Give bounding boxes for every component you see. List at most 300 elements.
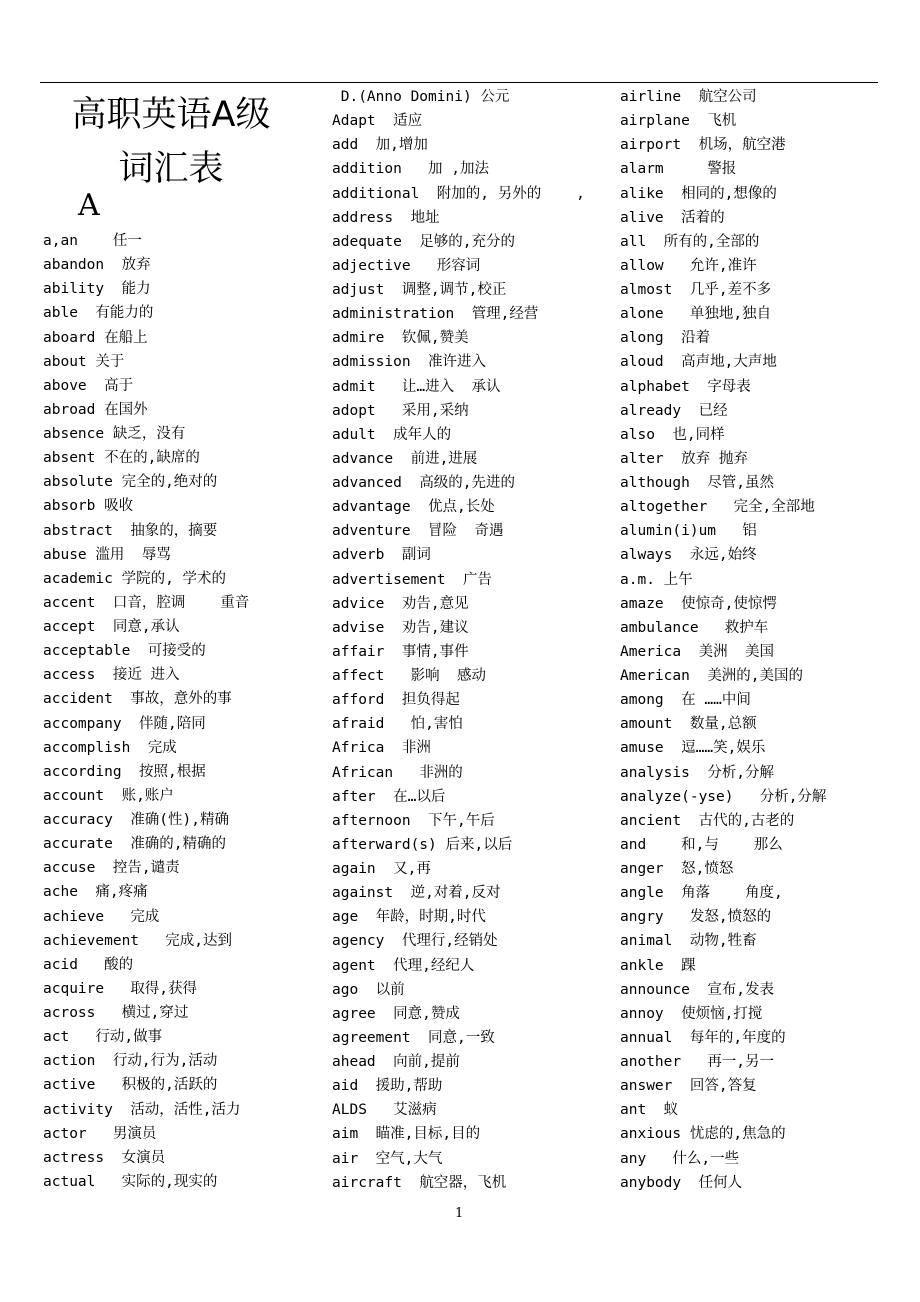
vocab-gap (78, 305, 95, 321)
vocab-definition: 分析,分解 (759, 788, 827, 805)
vocab-gap (95, 1053, 112, 1069)
vocab-gap (437, 837, 446, 853)
vocab-word: ability (43, 281, 105, 298)
vocab-word: account (43, 787, 105, 804)
vocab-entry (332, 495, 585, 519)
vocab-definition: 伴随,陪同 (139, 715, 206, 732)
vocab-definition: 回答,答复 (689, 1078, 757, 1095)
vocab-gap (95, 450, 104, 466)
vocab-entry (332, 568, 585, 592)
vocab-definition: 允许,准许 (689, 257, 757, 274)
vocab-definition: 活着的 (681, 209, 725, 226)
vocab-word: additional (332, 185, 420, 202)
vocab-entry (332, 519, 585, 543)
vocab-entry (620, 375, 826, 399)
vocab-word: ant (620, 1102, 647, 1119)
vocab-gap (672, 1078, 689, 1094)
vocab-word: adverb (332, 547, 385, 564)
vocab-gap (104, 788, 121, 804)
vocab-definition: 美洲的,美国的 (707, 668, 804, 684)
vocab-entry (620, 954, 826, 978)
vocab-definition: 高级的,先进的 (419, 475, 516, 491)
vocab-word: alone (620, 306, 664, 323)
vocab-definition: 地址 (410, 209, 440, 226)
vocab-word: alter (620, 450, 664, 467)
vocab-word: analysis (620, 764, 690, 781)
vocab-definition: 加 ,加法 (428, 161, 490, 178)
vocab-entry (620, 543, 826, 567)
vocab-definition: 取得,获得 (130, 980, 198, 997)
vocab-entry (43, 301, 249, 325)
vocab-gap (113, 474, 122, 490)
vocab-entry (620, 1002, 826, 1026)
vocab-definition: 成年人的 (393, 426, 452, 443)
vocab-word: achieve (43, 908, 105, 925)
vocab-definition: 在…以后 (393, 788, 446, 805)
vocab-word: achievement (43, 932, 140, 949)
vocab-word: amaze (620, 595, 664, 612)
vocab-entry (620, 761, 826, 785)
vocab-entry (332, 785, 585, 809)
vocab-entry (620, 881, 826, 905)
vocab-word: airline (620, 89, 682, 105)
vocab-definition: 事情,事件 (401, 643, 469, 660)
vocab-word: ancient (620, 812, 682, 829)
vocab-definition: 事故，意外的事 (130, 691, 232, 708)
vocab-word: abuse (43, 546, 87, 563)
vocab-definition: 在 ……中间 (681, 692, 751, 709)
vocab-gap (130, 740, 147, 756)
vocab-gap (95, 1077, 121, 1093)
vocab-gap (690, 765, 707, 781)
vocab-gap (734, 789, 760, 805)
vocab-word: alike (620, 185, 664, 202)
vocab-entry (620, 230, 826, 254)
vocab-word: act (43, 1029, 70, 1046)
vocab-entry (620, 1074, 826, 1098)
vocab-definition: 高于 (104, 377, 134, 394)
vocab-definition: 优点,长处 (428, 499, 495, 516)
vocab-entry (43, 1025, 249, 1049)
vocab-word: agree (332, 1005, 376, 1022)
vocab-gap (376, 1054, 393, 1070)
vocab-word: accuracy (43, 812, 113, 828)
vocab-word: acquire (43, 980, 105, 997)
vocab-definition: 永远,始终 (689, 547, 757, 564)
title-line-1: 高职英语A级 (71, 95, 271, 135)
vocab-gap (384, 620, 401, 636)
vocab-definition: 影响 感动 (410, 668, 487, 684)
vocab-word: advise (332, 619, 385, 636)
vocab-gap (681, 137, 698, 153)
vocab-gap (95, 402, 104, 418)
vocab-word: American (620, 668, 690, 684)
vocab-word: after (332, 788, 376, 805)
vocab-gap (402, 161, 428, 177)
vocab-word: according (43, 763, 122, 780)
vocab-gap (122, 716, 139, 732)
vocab-gap (664, 330, 681, 346)
vocab-definition: 完成,达到 (165, 932, 232, 949)
vocab-definition: 关于 (95, 353, 125, 370)
vocab-word: accurate (43, 836, 113, 853)
vocab-entry (332, 640, 585, 664)
vocab-definition: 沿着 (681, 330, 711, 347)
vocab-entry (620, 857, 826, 881)
vocab-definition: 任一 (112, 233, 142, 249)
vocab-entry (43, 398, 249, 422)
vocab-gap (376, 113, 393, 129)
vocab-gap (402, 234, 419, 250)
vocab-gap (655, 427, 672, 443)
vocab-entry (620, 519, 826, 543)
vocab-gap (104, 909, 130, 925)
vocab-word: address (332, 209, 394, 226)
vocab-gap (411, 523, 428, 539)
vocab-entry (620, 1171, 826, 1195)
vocab-word: annual (620, 1029, 673, 1046)
vocab-gap (672, 1030, 689, 1046)
vocab-entry (43, 1073, 249, 1097)
vocab-definition: 非洲 (401, 740, 431, 757)
vocab-entry (332, 399, 585, 423)
vocab-gap (393, 451, 410, 467)
vocab-definition: 账,账户 (121, 787, 174, 804)
vocab-word: accent (43, 594, 96, 611)
vocab-entry (332, 133, 585, 157)
vocab-gap (681, 644, 698, 660)
vocab-gap (690, 668, 707, 684)
vocab-definition: 完全的,绝对的 (121, 474, 218, 491)
vocab-definition: 几乎,差不多 (689, 282, 772, 298)
vocab-definition: 怕,害怕 (410, 716, 463, 733)
vocab-gap (664, 161, 708, 177)
vocab-definition: 前进,进展 (410, 450, 478, 467)
vocab-definition: 尽管,虽然 (707, 475, 775, 491)
vocab-definition: 相同的,想像的 (681, 185, 777, 202)
vocab-gap (664, 958, 681, 974)
vocab-word: Adapt (332, 113, 376, 130)
vocab-gap (664, 861, 681, 877)
vocab-definition: 和,与 那么 (681, 836, 783, 853)
vocab-word: always (620, 547, 673, 564)
vocab-gap (130, 643, 147, 659)
vocab-word: against (332, 885, 394, 902)
vocab-definition: 数量,总额 (689, 716, 757, 733)
document-title (40, 88, 302, 196)
vocab-definition: 在国外 (104, 401, 148, 418)
vocab-entry (332, 1122, 585, 1146)
vocab-entry (43, 639, 249, 663)
vocab-gap (113, 836, 130, 852)
vocab-gap (664, 451, 681, 467)
vocab-word: accept (43, 619, 96, 635)
vocab-word: aid (332, 1078, 359, 1095)
vocab-entry (620, 109, 826, 133)
vocab-word: active (43, 1077, 96, 1094)
vocab-entry (620, 1050, 826, 1074)
vocab-definition: 角落 角度, (681, 885, 783, 902)
vocab-gap (646, 234, 663, 250)
vocab-entry (332, 1050, 585, 1074)
vocab-entry (43, 519, 249, 543)
vocab-word: able (43, 305, 78, 322)
vocab-word: alive (620, 209, 664, 226)
vocab-word: ache (43, 884, 78, 901)
vocab-entry (332, 881, 585, 905)
vocab-word: about (43, 353, 87, 370)
vocab-entry (620, 85, 826, 109)
vocab-definition: 下午,午后 (428, 812, 495, 829)
vocab-gap (664, 1006, 681, 1022)
vocab-gap (699, 620, 725, 636)
vocab-gap (446, 572, 463, 588)
vocab-word: affect (332, 668, 385, 684)
vocab-definition: 同意,承认 (112, 619, 180, 635)
vocab-gap (690, 475, 707, 491)
vocab-word: airplane (620, 113, 690, 130)
vocab-definition: 劝告,建议 (401, 619, 469, 636)
vocab-entry (43, 687, 249, 711)
vocab-word: admission (332, 354, 411, 371)
vocab-gap (646, 1151, 672, 1167)
vocab-definition: 宣布,发表 (707, 981, 775, 998)
vocab-gap (113, 691, 130, 707)
vocab-entry (332, 616, 585, 640)
vocab-word: accident (43, 691, 113, 708)
vocab-definition: 适应 (393, 113, 423, 130)
vocab-word: alumin(i)um (620, 523, 717, 540)
vocab-entry (332, 809, 585, 833)
vocab-gap (672, 716, 689, 732)
vocab-word: aboard (43, 329, 96, 346)
vocab-definition: 公元 (480, 89, 510, 105)
vocab-word: acid (43, 956, 78, 973)
vocab-gap (358, 1151, 375, 1167)
vocab-gap (87, 1126, 113, 1142)
vocab-entry (43, 615, 249, 639)
vocab-definition: 高声地,大声地 (681, 354, 777, 371)
vocab-definition: 使烦恼,打搅 (681, 1005, 763, 1022)
vocab-entry (43, 808, 249, 832)
vocab-entry (43, 1098, 249, 1122)
vocab-entry (43, 374, 249, 398)
vocab-gap (376, 403, 402, 419)
vocab-entry (43, 277, 249, 301)
vocab-definition: 飞机 (707, 113, 737, 130)
vocab-word: absolute (43, 474, 113, 491)
vocab-entry (43, 229, 249, 253)
vocab-entry (620, 350, 826, 374)
vocab-definition: 采用,采纳 (401, 402, 469, 419)
vocab-word: advertisement (332, 571, 446, 588)
vocab-word: African (332, 764, 394, 781)
vocab-gap (672, 547, 689, 563)
vocab-definition: 放弃 抛弃 (681, 450, 748, 467)
vocab-definition: 钦佩,赞美 (401, 330, 469, 347)
vocab-entry (620, 471, 826, 495)
vocab-gap (95, 1005, 121, 1021)
vocab-word: agency (332, 933, 385, 950)
vocab-definition: 瞄准,目标,目的 (375, 1126, 481, 1143)
vocab-gap (113, 523, 130, 539)
vocab-word: amuse (620, 740, 664, 757)
vocab-gap (681, 89, 698, 105)
vocab-word: activity (43, 1101, 113, 1118)
vocab-entry (43, 977, 249, 1001)
vocab-definition: 逆,对着,反对 (410, 885, 501, 902)
vocab-entry (43, 350, 249, 374)
vocab-entry (620, 326, 826, 350)
vocab-word: absent (43, 450, 96, 467)
vocab-gap (95, 667, 112, 683)
vocab-definition: 管理,经营 (471, 306, 539, 323)
vocab-word: all (620, 233, 647, 250)
vocab-word: almost (620, 282, 673, 298)
vocab-word: although (620, 475, 690, 491)
vocab-definition: 代理,经纪人 (393, 957, 475, 974)
vocab-definition: 单独地,独自 (689, 306, 772, 323)
vocab-word: absence (43, 426, 105, 442)
vocab-gap (384, 282, 401, 298)
vocab-entry (332, 857, 585, 881)
vocab-word: also (620, 426, 655, 443)
vocab-gap (672, 282, 689, 298)
vocab-word: angle (620, 885, 664, 902)
vocab-word: above (43, 377, 87, 394)
vocab-gap (95, 860, 112, 876)
vocab-word: a.m. (620, 571, 655, 588)
vocab-gap (139, 933, 165, 949)
vocab-word: agreement (332, 1029, 411, 1046)
vocab-entry (43, 1001, 249, 1025)
vocab-entry (332, 712, 585, 736)
vocab-definition: 冒险 奇遇 (428, 523, 504, 540)
vocab-gap (384, 692, 401, 708)
vocab-gap (113, 1102, 130, 1118)
vocab-definition: 积极的,活跃的 (121, 1077, 218, 1094)
vocab-gap (87, 378, 104, 394)
vocab-word: ankle (620, 957, 664, 974)
vocab-entry (620, 254, 826, 278)
vocab-word: actor (43, 1125, 87, 1142)
vocab-word: accomplish (43, 739, 131, 756)
vocab-gap (113, 571, 122, 587)
vocab-entry (332, 447, 585, 471)
vocab-entry (43, 712, 249, 736)
vocab-word: annoy (620, 1005, 664, 1022)
vocab-gap (376, 958, 393, 974)
section-letter: A (78, 188, 100, 223)
vocab-definition: 完成 (130, 908, 160, 925)
vocab-entry (332, 978, 585, 1002)
vocab-word: abroad (43, 401, 96, 418)
vocab-entry (43, 1146, 249, 1170)
vocab-gap (690, 113, 707, 129)
vocab-definition: 上午 (663, 571, 693, 588)
vocab-entry (332, 375, 585, 399)
vocab-word: analyze(-yse) (620, 788, 734, 805)
vocab-word: absorb (43, 498, 96, 515)
vocab-gap (664, 596, 681, 612)
vocab-word: already (620, 402, 682, 419)
vocab-gap (655, 572, 664, 588)
vocab-gap (681, 1175, 698, 1191)
vocab-word: across (43, 1005, 96, 1021)
vocab-gap (376, 861, 393, 877)
vocab-definition: 口音，腔调 重音 (112, 594, 250, 611)
vocab-word: aircraft (332, 1174, 402, 1191)
vocab-gap (664, 306, 690, 322)
vocab-entry (43, 326, 249, 350)
vocab-word: airport (620, 137, 682, 154)
vocab-entry (620, 1147, 826, 1171)
vocab-word: accompany (43, 715, 122, 732)
vocab-definition: 空气,大气 (375, 1150, 443, 1167)
vocab-gap (113, 812, 130, 828)
vocab-word: afterward(s) (332, 836, 437, 853)
vocab-entry (332, 688, 585, 712)
vocab-word: advantage (332, 499, 411, 516)
vocab-entry (43, 929, 249, 953)
vocab-definition: 非洲的 (419, 764, 463, 781)
vocab-gap (95, 619, 112, 635)
vocab-column-1 (43, 229, 249, 1194)
vocab-entry (43, 470, 249, 494)
vocab-entry (620, 640, 826, 664)
vocab-entry (620, 302, 826, 326)
vocab-entry (620, 568, 826, 592)
vocab-column-3 (620, 85, 826, 1195)
vocab-word: amount (620, 716, 673, 733)
vocab-definition: 再一,另一 (707, 1054, 775, 1070)
vocab-gap (690, 379, 707, 395)
vocab-word: acceptable (43, 643, 131, 660)
vocab-word: afraid (332, 716, 385, 733)
vocab-definition: 女演员 (121, 1149, 166, 1166)
vocab-gap (104, 426, 113, 442)
vocab-definition: 附加的, 另外的 , (436, 185, 585, 202)
vocab-entry (43, 784, 249, 808)
vocab-definition: 准许进入 (428, 354, 487, 371)
vocab-definition: 接近 进入 (112, 667, 180, 684)
vocab-entry (43, 953, 249, 977)
vocab-gap (95, 498, 104, 514)
vocab-gap (664, 885, 681, 901)
vocab-word: answer (620, 1078, 673, 1095)
vocab-entry (332, 1171, 585, 1195)
vocab-word: allow (620, 257, 664, 274)
vocab-word: adult (332, 426, 376, 443)
vocab-entry (620, 664, 826, 688)
vocab-entry (620, 833, 826, 857)
vocab-gap (681, 403, 698, 419)
vocab-entry (620, 736, 826, 760)
vocab-gap (384, 330, 401, 346)
vocab-gap (411, 499, 428, 515)
vocab-gap (419, 186, 436, 202)
vocab-definition: 机场，航空港 (698, 137, 786, 154)
vocab-entry (332, 736, 585, 760)
vocab-gap (358, 137, 375, 153)
vocab-gap (104, 257, 121, 273)
vocab-entry (332, 471, 585, 495)
vocab-word: admit (332, 378, 376, 395)
vocab-gap (664, 909, 690, 925)
vocab-word: another (620, 1054, 682, 1070)
vocab-word: adjective (332, 257, 411, 274)
vocab-definition: 横过,穿过 (121, 1005, 189, 1021)
